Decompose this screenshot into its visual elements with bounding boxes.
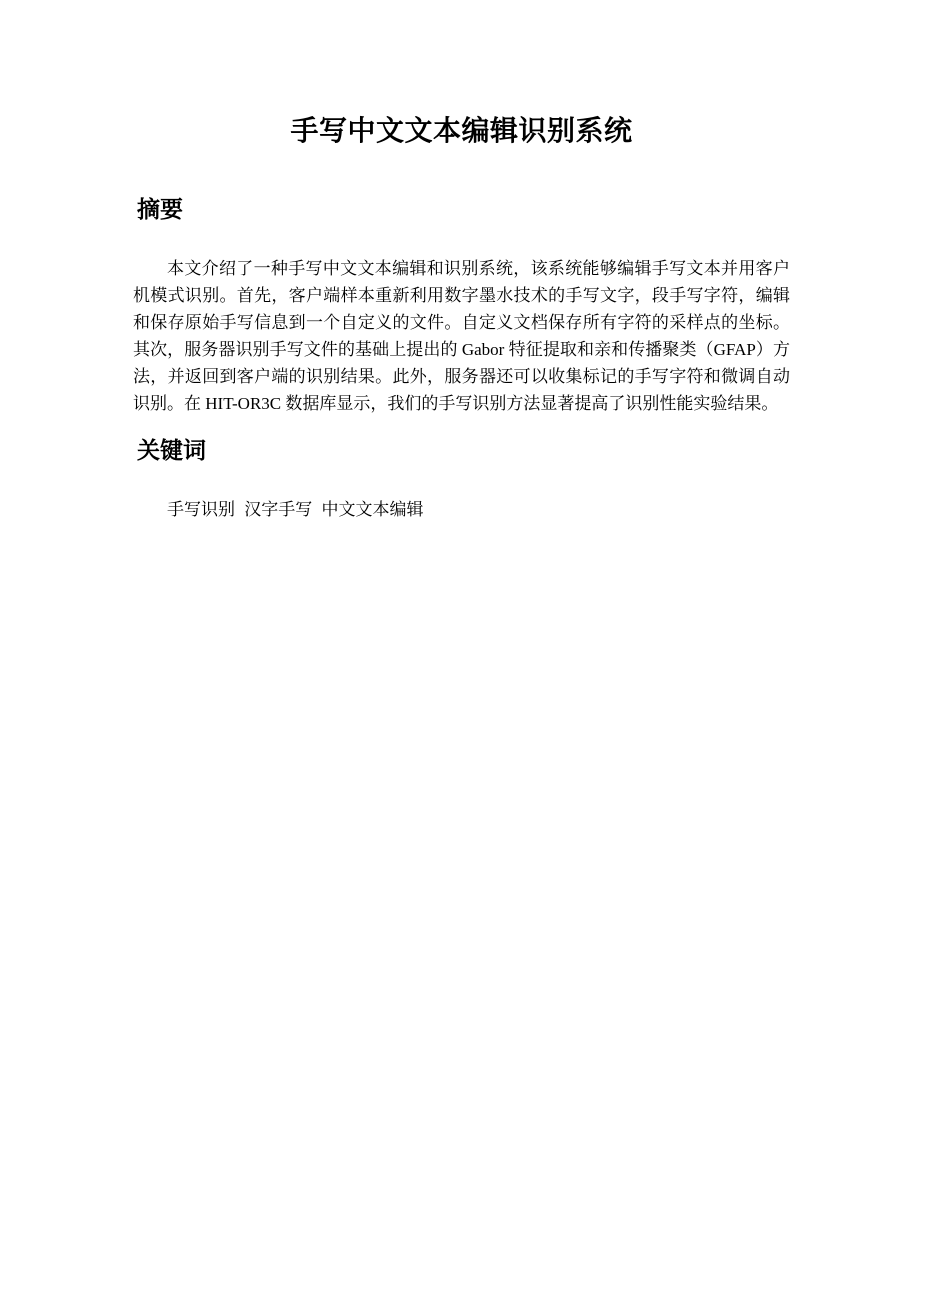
keywords-list: 手写识别 汉字手写 中文文本编辑 bbox=[167, 500, 424, 519]
document-title: 手写中文文本编辑识别系统 bbox=[290, 115, 633, 146]
keywords-heading: 关键词 bbox=[137, 437, 206, 463]
document-content bbox=[133, 0, 790, 1309]
abstract-heading: 摘要 bbox=[137, 196, 183, 222]
abstract-paragraph: 本文介绍了一种手写中文文本编辑和识别系统，该系统能够编辑手写文本并用客户机模式识别。首先，客户端样本重新利用数字墨水技术的手写文字，段手写字符，编辑和保存原始手写信息到一个自定义的文件。自定义文档保存所有字符的采样点的坐标。其次，服务器识别手写文件的基础上提出的 Gabor 特征提取和亲和传播聚类（GFAP）方法，并返回到客户端的识别结果。此外，服务器还可以收集标记的手写字符和微调自动识别。在 HIT-OR3C 数据库显示，我们的手写识别方法显著提高了识别性能实验结果。 bbox=[133, 259, 790, 413]
